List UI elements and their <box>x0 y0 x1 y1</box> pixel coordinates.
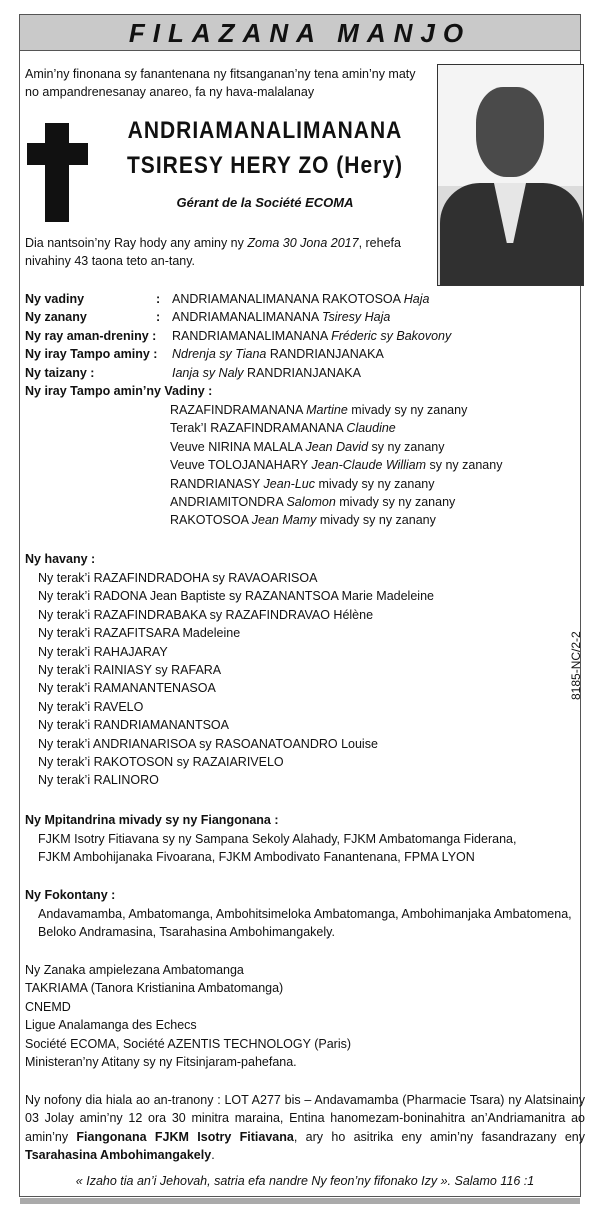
fokontany-heading: Ny Fokontany : <box>25 888 116 902</box>
list-item: Ny terak’i RAVELO <box>38 699 144 714</box>
list-item: Ny terak’i RAZAFINDRADOHA sy RAVAOARISOA <box>38 571 318 585</box>
list-item: Ny terak’i RAZAFINDRABAKA sy RAZAFINDRAVAO Hélène <box>38 607 374 622</box>
list-item: Ny terak’i RAMANANTENASOA <box>38 681 216 696</box>
list-item: Ny terak’i RAZAFITSARA Madeleine <box>38 626 241 641</box>
scripture-quote: « Izaho tia an’i Jehovah, satria efa nandre Ny feon’ny fifonako Izy ». Salamo 116 :1 <box>75 1174 535 1188</box>
list-item: Veuve TOLOJANAHARY Jean-Claude William sy ny zanany <box>170 458 503 473</box>
reference-code: 8185-NC/2-2 <box>569 631 583 700</box>
deceased-photo <box>437 64 584 286</box>
list-item: Terak’I RAZAFINDRAMANANA Claudine <box>170 421 396 436</box>
church-line: FJKM Isotry Fitiavana sy ny Sampana Sekoly Alahady, FJKM Ambatomanga Fiderana, <box>38 832 517 846</box>
list-item: Ny terak’i ANDRIANARISOA sy RASOANATOANDRO Louise <box>38 736 378 751</box>
list-item: RAZAFINDRAMANANA Martine mivady sy ny zanany <box>170 403 468 417</box>
list-item: RAKOTOSOA Jean Mamy mivady sy ny zanany <box>170 513 436 528</box>
deceased-surname: ANDRIAMANALIMANANA <box>127 117 403 144</box>
list-item: Ny terak’i RADONA Jean Baptiste sy RAZANANTSOA Marie Madeleine <box>38 589 434 604</box>
list-item: ANDRIAMITONDRA Salomon mivady sy ny zanany <box>170 494 456 509</box>
cross-icon <box>45 123 69 222</box>
intro-text: Amin’ny finonana sy fanantenana ny fitsanganan’ny tena amin’ny maty no ampandrenesanay anareo, fa ny hava-malalanay <box>25 67 416 100</box>
fokontany-line: Beloko Andramasina, Tsarahasina Ambohimangakely. <box>38 925 335 939</box>
spouse-siblings-list <box>170 401 502 530</box>
deceased-role: Gérant de la Société ECOMA <box>176 195 354 210</box>
list-item: Ny terak’i RAHAJARAY <box>38 644 168 659</box>
death-announcement: Dia nantsoin’ny Ray hody any aminy ny Zoma 30 Jona 2017, rehefa nivahiny 43 taona teto an-tany. <box>25 236 401 269</box>
bottom-rule <box>20 1198 580 1204</box>
other-mourner: Ministeran’ny Atitany sy ny Fitsinjaram-pahefana. <box>25 1055 297 1069</box>
church-line: FJKM Ambohijanaka Fivoarana, FJKM Ambodivato Fanantenana, FPMA LYON <box>38 850 475 864</box>
cross-icon-bar <box>27 143 88 165</box>
fokontany-line: Andavamamba, Ambatomanga, Ambohitsimeloka Ambatomanga, Ambohimanjaka Ambatomena, <box>38 907 572 921</box>
other-mourner: Ny Zanaka ampielezana Ambatomanga <box>25 963 244 977</box>
list-item: RANDRIANASY Jean-Luc mivady sy ny zanany <box>170 476 435 491</box>
list-item: Ny terak’i RAKOTOSON sy RAZAIARIVELO <box>38 754 284 769</box>
other-mourner: CNEMD <box>25 1000 71 1014</box>
spouse-siblings-heading: Ny iray Tampo amin’ny Vadiny : <box>25 384 213 398</box>
deceased-given-names: TSIRESY HERY ZO (Hery) <box>126 152 403 179</box>
list-item: Ny terak’i RALINORO <box>38 773 159 788</box>
other-mourner: Société ECOMA, Société AZENTIS TECHNOLOGY (Paris) <box>25 1037 352 1051</box>
other-mourner: TAKRIAMA (Tanora Kristianina Ambatomanga) <box>25 981 284 995</box>
notice-title: FILAZANA MANJO <box>20 15 580 51</box>
photo-head <box>476 87 544 177</box>
list-item: Ny terak’i RAINIASY sy RAFARA <box>38 662 222 677</box>
havany-list <box>38 569 434 790</box>
death-date: Zoma 30 Jona 2017 <box>247 236 359 250</box>
other-mourner: Ligue Analamanga des Echecs <box>25 1018 197 1032</box>
list-item: Ny terak’i RANDRIAMANANTSOA <box>38 718 229 733</box>
havany-heading: Ny havany : <box>25 552 96 566</box>
church-heading: Ny Mpitandrina mivady sy ny Fiangonana : <box>25 813 279 827</box>
funeral-details: Ny nofony dia hiala ao an-tranony : LOT A277 bis – Andavamamba (Pharmacie Tsara) ny Alatsinainy 03 Jolay amin’ny 12 ora 30 minitra maraina, Entina hanomezam-boninahitra an’Andriamanitra ao amin’ny Fiangonana FJKM Isotry Fitiavana, ary ho asitrika eny amin’ny fasandrazany eny Tsarahasina Ambohimangakely. <box>25 1093 585 1163</box>
list-item: Veuve NIRINA MALALA Jean David sy ny zanany <box>170 439 445 454</box>
